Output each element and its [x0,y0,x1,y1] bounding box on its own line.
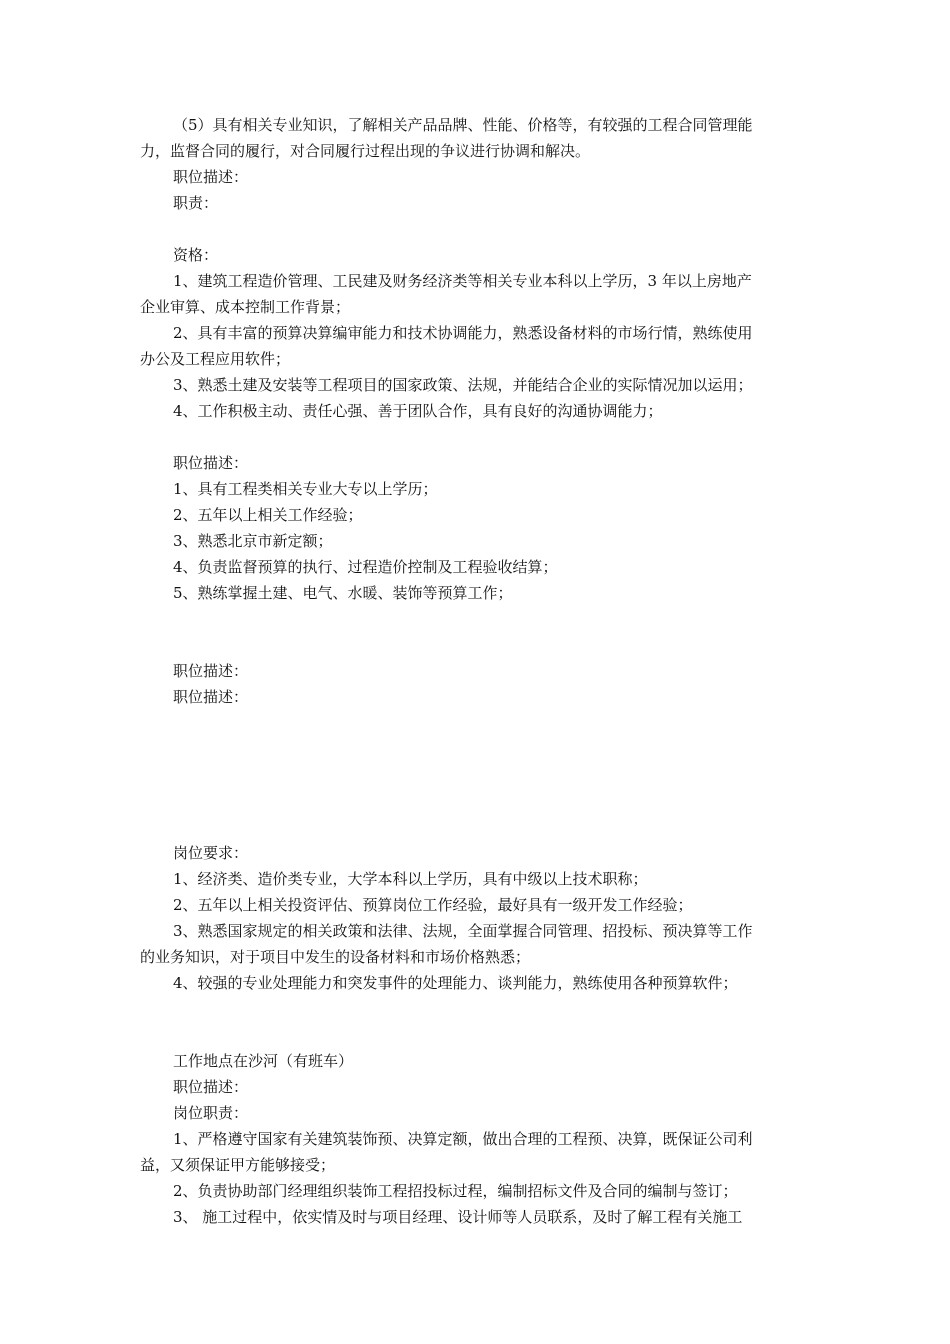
list-item: 1、严格遵守国家有关建筑装饰预、决算定额，做出合理的工程预、决算，既保证公司利 [173,1130,753,1148]
list-item: 4、较强的专业处理能力和突发事件的处理能力、谈判能力，熟练使用各种预算软件； [173,974,738,992]
section-heading: 职位描述： [173,168,249,186]
list-item: 2、五年以上相关工作经验； [173,506,363,524]
list-item: 5、熟练掌握土建、电气、水暖、装饰等预算工作； [173,584,513,602]
paragraph-line: （5）具有相关专业知识，了解相关产品品牌、性能、价格等，有较强的工程合同管理能 [173,116,753,134]
list-item: 2、具有丰富的预算决算编审能力和技术协调能力，熟悉设备材料的市场行情，熟练使用 [173,324,753,342]
work-location: 工作地点在沙河（有班车） [173,1052,354,1070]
list-item-continuation: 办公及工程应用软件； [140,350,291,368]
section-subheading: 职责： [173,194,219,212]
blank-line [140,996,812,1048]
section-heading: 职位描述： [173,662,249,680]
section-heading: 岗位要求： [173,844,249,862]
section-subheading: 岗位职责： [173,1104,249,1122]
list-item: 3、熟悉国家规定的相关政策和法律、法规，全面掌握合同管理、招投标、预决算等工作 [173,922,753,940]
section-heading: 职位描述： [173,454,249,472]
document-body [140,112,812,1230]
list-item: 1、建筑工程造价管理、工民建及财务经济类等相关专业本科以上学历，3 年以上房地产 [173,272,752,290]
list-item: 4、工作积极主动、责任心强、善于团队合作，具有良好的沟通协调能力； [173,402,663,420]
list-item-continuation: 益，又须保证甲方能够接受； [140,1156,336,1174]
list-item: 3、熟悉土建及安装等工程项目的国家政策、法规，并能结合企业的实际情况加以运用； [173,376,753,394]
list-item: 2、负责协助部门经理组织装饰工程招投标过程，编制招标文件及合同的编制与签订； [173,1182,738,1200]
list-item: 2、五年以上相关投资评估、预算岗位工作经验，最好具有一级开发工作经验； [173,896,693,914]
list-item: 4、负责监督预算的执行、过程造价控制及工程验收结算； [173,558,558,576]
blank-area [140,710,812,840]
blank-line [140,606,812,658]
list-item: 1、具有工程类相关专业大专以上学历； [173,480,438,498]
list-item: 1、经济类、造价类专业，大学本科以上学历，具有中级以上技术职称； [173,870,648,888]
blank-line [140,424,812,450]
list-item-continuation: 企业审算、成本控制工作背景； [140,298,351,316]
paragraph-line: 力，监督合同的履行，对合同履行过程出现的争议进行协调和解决。 [140,142,591,160]
list-item-continuation: 的业务知识，对于项目中发生的设备材料和市场价格熟悉； [140,948,531,966]
section-heading: 职位描述： [173,688,249,706]
section-heading: 职位描述： [173,1078,249,1096]
section-heading: 资格： [173,246,219,264]
list-item: 3、 施工过程中，依实情及时与项目经理、设计师等人员联系，及时了解工程有关施工 [173,1208,743,1226]
blank-line [140,216,812,242]
list-item: 3、熟悉北京市新定额； [173,532,333,550]
